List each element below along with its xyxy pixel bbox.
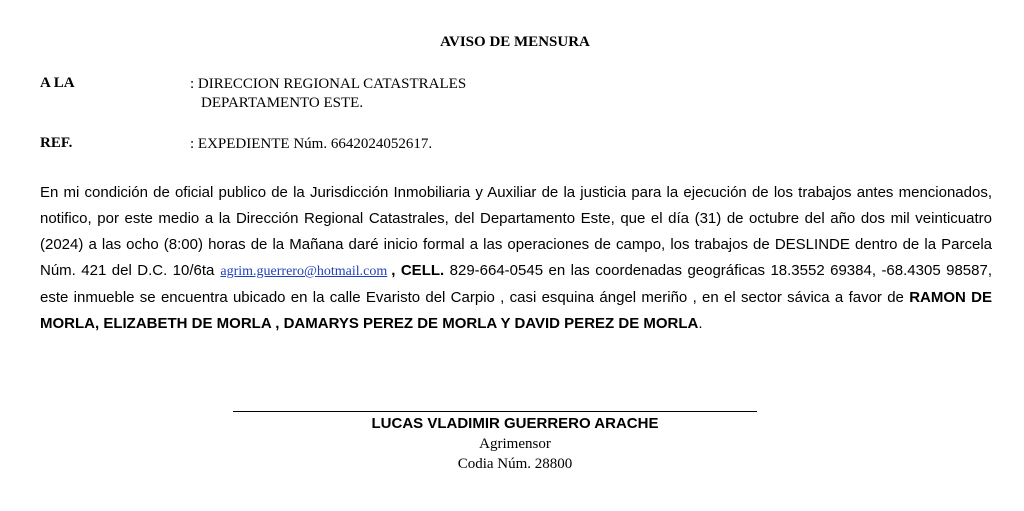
owners-names: RAMON DE MORLA, ELIZABETH DE MORLA , DAMARYS PEREZ DE MORLA Y DAVID PEREZ DE MORLA — [40, 289, 992, 332]
body-end: . — [698, 315, 703, 332]
to-line-2: DEPARTAMENTO ESTE. — [201, 95, 364, 111]
ref-value: : EXPEDIENTE Núm. 6642024052617. — [190, 136, 433, 152]
signature-line — [233, 411, 757, 412]
cell-label: , CELL. — [391, 262, 445, 279]
signer-name: LUCAS VLADIMIR GUERRERO ARACHE — [371, 415, 659, 432]
ref-label: REF. — [40, 135, 73, 151]
to-line-1: : DIRECCION REGIONAL CATASTRALES — [190, 76, 467, 92]
document-title: AVISO DE MENSURA — [440, 34, 590, 50]
to-value — [190, 75, 466, 113]
body-text-1: En mi condición de oficial publico de la Jurisdicción Inmobiliaria y Auxiliar de la justicia para la ejecución de los trabajos antes mencionados, notifico, por este medio a la Dirección Regional Catastrales, del Departamento Este, que el día (31) de octubre del año dos mil veinticuatro (2024) a las ocho (8:00) horas de la Mañana daré inicio formal a las operaciones de campo, los trabajos de DESLINDE dentro de la Parcela Núm. 421 del D.C. 10/6ta — [40, 184, 992, 279]
body-text-2: 829-664-0545 en las coordenadas geográficas 18.3552 69384, -68.4305 98587, este inmueble se encuentra ubicado en la calle Evaristo del Carpio , casi esquina ángel meriño , en el sector sávica a favor de — [40, 262, 992, 306]
email-link[interactable]: agrim.guerrero@hotmail.com — [220, 264, 388, 279]
to-label: A LA — [40, 75, 75, 91]
signer-codia: Codia Núm. 28800 — [457, 456, 573, 472]
signer-role: Agrimensor — [479, 436, 551, 452]
notice-body — [40, 180, 992, 337]
